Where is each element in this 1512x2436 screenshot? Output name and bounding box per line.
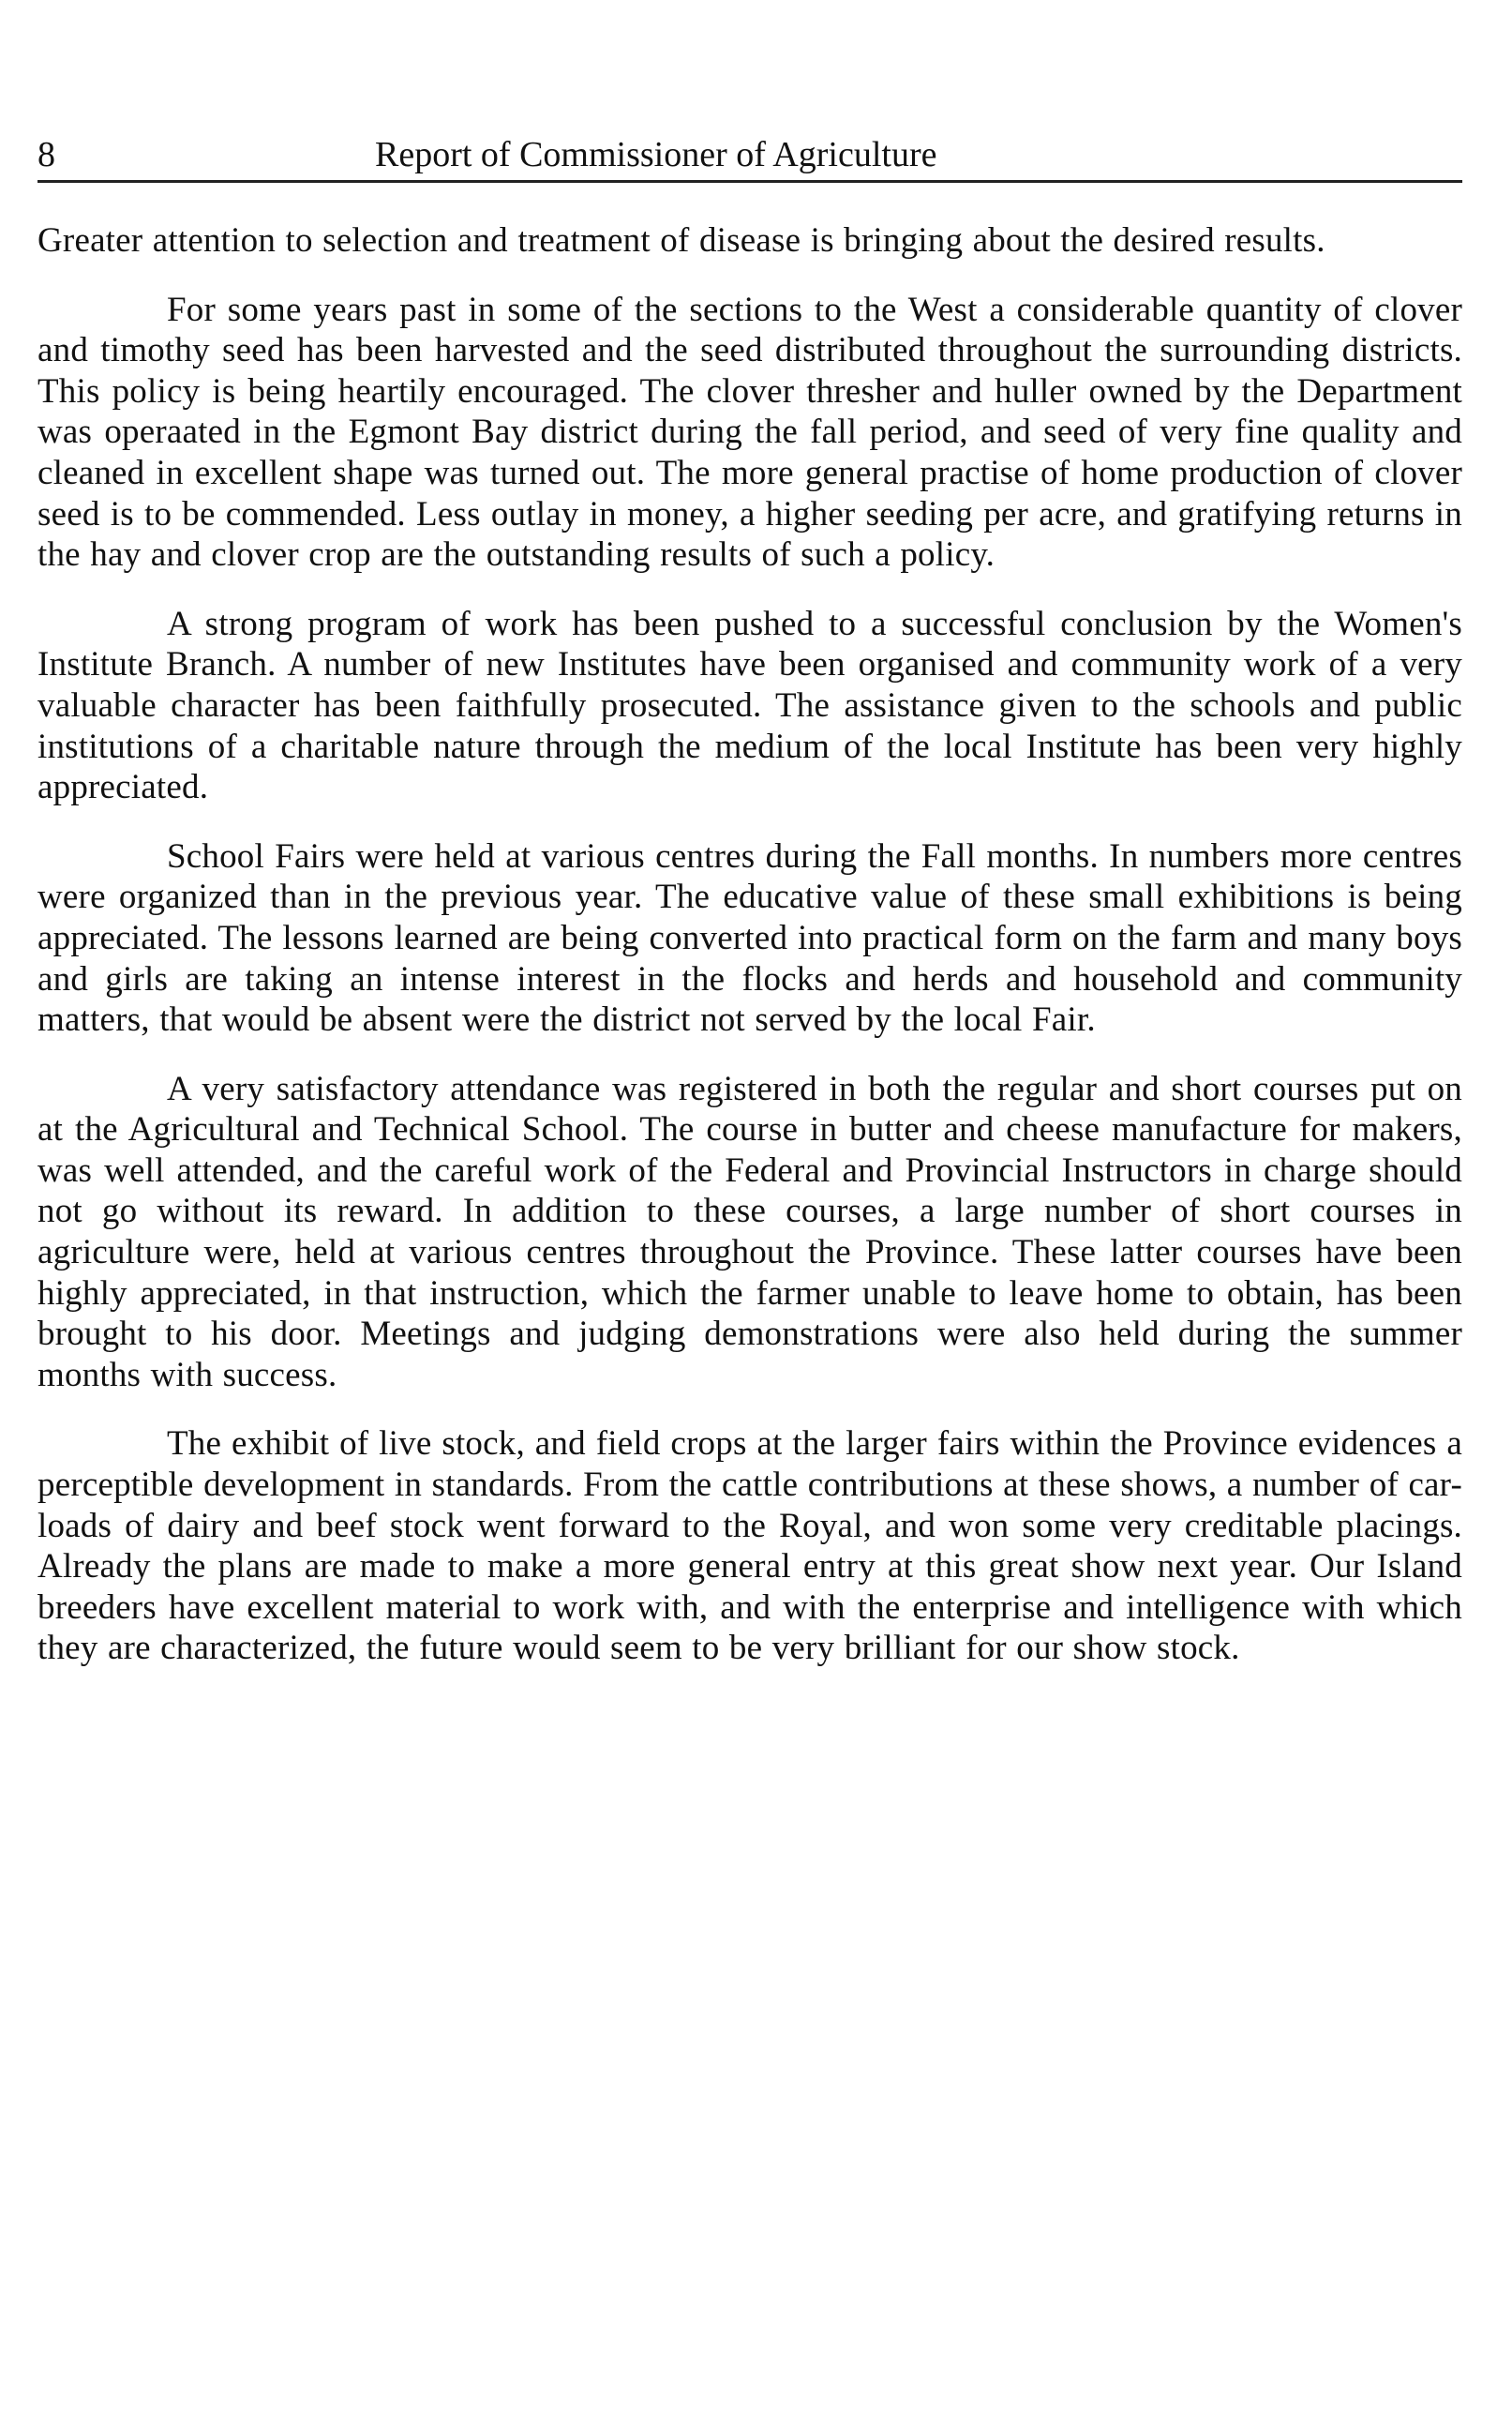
paragraph: Greater attention to selection and treatment of disease is bringing about the desired results.	[37, 221, 1325, 260]
document-page	[37, 122, 1462, 1697]
paragraph: The exhibit of live stock, and field crops at the larger fairs within the Province evidences a perceptible development in standards. From the cattle contributions at these shows, a number of car-loads of dairy and beef stock went forward to the Royal, and won some very creditable placings. Already the plans are made to make a more general entry at this great show next year. Our Island breeders have excellent material to work with, and with the enterprise and intelligence with which they are characterized, the future would seem to be very brilliant for our show stock.	[37, 1424, 1462, 1668]
paragraph: School Fairs were held at various centres during the Fall months. In numbers more centres were organized than in the previous year. The educative value of these small exhibitions is being appreciated. The lessons learned are being converted into practical form on the farm and many boys and girls are taking an intense interest in the flocks and herds and household and community matters, that would be absent were the district not served by the local Fair.	[37, 836, 1462, 1040]
paragraph: For some years past in some of the sections to the West a considerable quantity of clover and timothy seed has been harvested and the seed distributed throughout the surrounding districts. This policy is being heartily encouraged. The clover thresher and huller owned by the Department was operaated in the Egmont Bay district during the fall period, and seed of very fine quality and cleaned in excellent shape was turned out. The more general practise of home production of clover seed is to be commended. Less outlay in money, a higher seeding per acre, and gratifying returns in the hay and clover crop are the outstanding results of such a policy.	[37, 290, 1462, 575]
body-text	[37, 220, 1462, 1669]
paragraph: A very satisfactory attendance was registered in both the regular and short courses put on at the Agricultural and Technical School. The course in butter and cheese manufacture for makers, was well attended, and the careful work of the Federal and Provincial Instructors in charge should not go without its reward. In addition to these courses, a large number of short courses in agriculture were, held at various centres throughout the Province. These latter courses have been highly appreciated, in that instruction, which the farmer unable to leave home to obtain, has been brought to his door. Meetings and judging demonstrations were also held during the summer months with success.	[37, 1069, 1462, 1394]
paragraph: A strong program of work has been pushed to a successful conclusion by the Women's Institute Branch. A number of new Institutes have been organised and community work of a very valuable character has been faithfully prosecuted. The assistance given to the schools and public institutions of a charitable nature through the medium of the local Institute has been very highly appreciated.	[37, 604, 1462, 807]
running-title: Report of Commissioner of Agriculture	[375, 135, 937, 174]
page-header	[37, 122, 1462, 180]
header-rule	[37, 180, 1462, 183]
page-number: 8	[37, 135, 55, 174]
